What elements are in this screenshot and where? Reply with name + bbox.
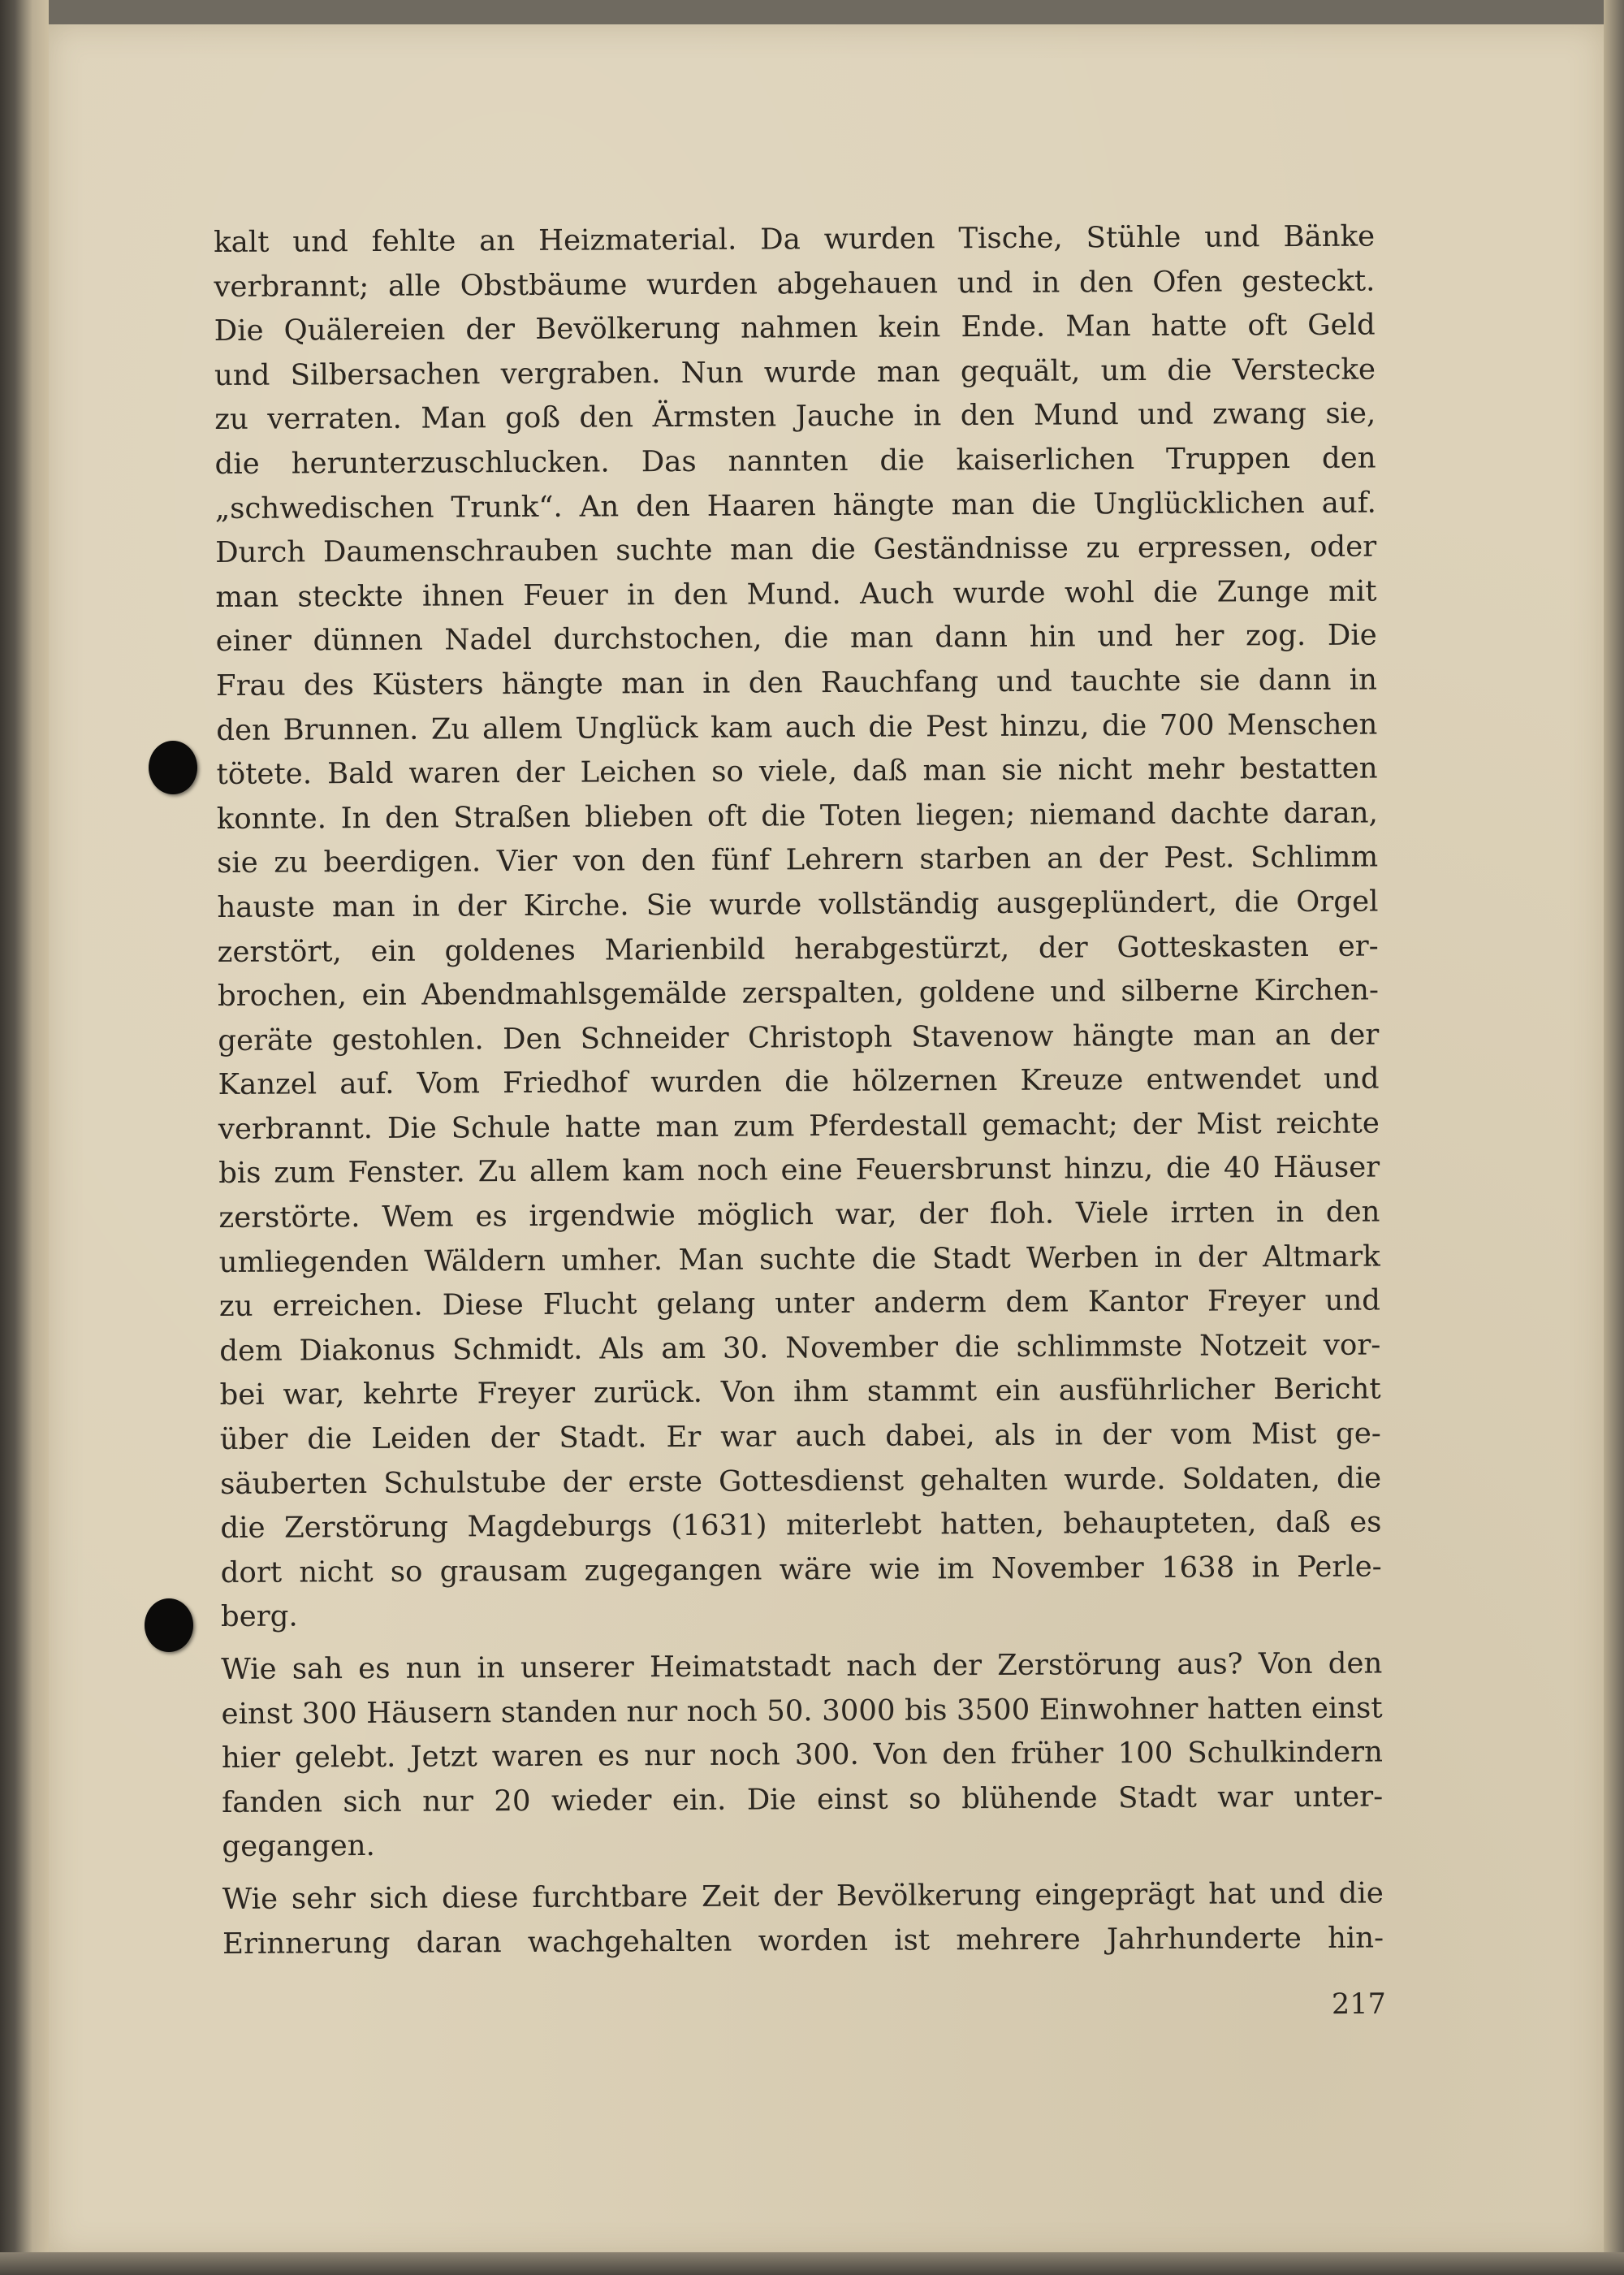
paragraph (222, 1871, 1384, 1966)
text-line: zu verraten. Man goß den Ärmsten Jauche in den Mund und zwang sie, (214, 396, 1376, 437)
text-line: kalt und fehlte an Heizmaterial. Da wurden Tische, Stühle und Bänke (214, 219, 1376, 259)
scan-bottom-edge (0, 2252, 1624, 2275)
text-line: Durch Daumenschrauben suchte man die Geständnisse zu erpressen, oder (215, 530, 1377, 570)
text-line: berg. (220, 1599, 298, 1634)
text-line: dem Diakonus Schmidt. Als am 30. November die schlimmste Notzeit vor- (219, 1328, 1381, 1368)
text-line: hauste man in der Kirche. Sie wurde vollständig ausgeplündert, die Orgel (217, 884, 1379, 924)
text-line: dort nicht so grausam zugegangen wäre wie im November 1638 in Perle- (220, 1550, 1382, 1589)
scan-right-edge (1604, 0, 1624, 2275)
text-line: einst 300 Häusern standen nur noch 50. 3000 bis 3500 Einwohner hatten einst (221, 1691, 1383, 1731)
text-line: brochen, ein Abendmahlsgemälde zerspalten, goldene und silberne Kirchen- (217, 973, 1380, 1014)
text-line: Wie sehr sich diese furchtbare Zeit der Bevölkerung eingeprägt hat und die (222, 1876, 1384, 1916)
text-line: bis zum Fenster. Zu allem kam noch eine Feuersbrunst hinzu, die 40 Häuser (218, 1150, 1380, 1191)
text-line: gegangen. (222, 1829, 375, 1864)
text-line: Erinnerung daran wachgehalten worden ist mehrere Jahrhunderte hin- (222, 1921, 1384, 1961)
text-line: die Zerstörung Magdeburgs (1631) miterlebt hatten, behaupteten, daß es (220, 1505, 1382, 1546)
body-text (214, 215, 1384, 1967)
text-line: Die Quälereien der Bevölkerung nahmen kein Ende. Man hatte oft Geld (214, 308, 1376, 348)
punch-hole (149, 741, 197, 794)
text-line: konnte. In den Straßen blieben oft die Toten liegen; niemand dachte daran, (216, 796, 1378, 836)
text-line: und Silbersachen vergraben. Nun wurde man gequält, um die Verstecke (214, 352, 1376, 392)
text-line: einer dünnen Nadel durchstochen, die man dann hin und her zog. Die (215, 618, 1377, 659)
text-line: hier gelebt. Jetzt waren es nur noch 300. Von den früher 100 Schulkindern (221, 1735, 1383, 1775)
punch-hole (145, 1598, 193, 1652)
scan-binding-edge (0, 0, 49, 2275)
text-line: fanden sich nur 20 wieder ein. Die einst so blühende Stadt war unter- (222, 1780, 1384, 1819)
paragraph (214, 215, 1382, 1640)
text-line: Wie sah es nun in unserer Heimatstadt nach der Zerstörung aus? Von den (221, 1646, 1383, 1686)
text-line: zu erreichen. Diese Flucht gelang unter anderm dem Kantor Freyer und (218, 1283, 1381, 1324)
text-line: verbrannt. Die Schule hatte man zum Pferdestall gemacht; der Mist reichte (218, 1106, 1380, 1146)
text-line: über die Leiden der Stadt. Er war auch dabei, als in der vom Mist ge- (219, 1416, 1381, 1457)
text-line: geräte gestohlen. Den Schneider Christoph Stavenow hängte man an der (218, 1018, 1380, 1057)
text-line: Kanzel auf. Vom Friedhof wurden die hölzernen Kreuze entwendet und (218, 1062, 1380, 1102)
text-line: tötete. Bald waren der Leichen so viele, daß man sie nicht mehr bestatten (216, 751, 1378, 792)
text-line: säuberten Schulstube der erste Gottesdienst gehalten wurde. Soldaten, die (220, 1461, 1382, 1501)
text-line: man steckte ihnen Feuer in den Mund. Auch wurde wohl die Zunge mit (215, 574, 1377, 614)
text-line: die herunterzuschlucken. Das nannten die kaiserlichen Truppen den (214, 441, 1376, 481)
text-line: bei war, kehrte Freyer zurück. Von ihm stammt ein ausführlicher Bericht (219, 1372, 1381, 1412)
text-line: sie zu beerdigen. Vier von den fünf Lehrern starben an der Pest. Schlimm (217, 840, 1379, 880)
paragraph (221, 1641, 1383, 1869)
text-line: zerstört, ein goldenes Marienbild herabgestürzt, der Gotteskasten er- (217, 929, 1379, 969)
text-line: zerstörte. Wem es irgendwie möglich war, der floh. Viele irrten in den (218, 1195, 1380, 1235)
text-line: umliegenden Wäldern umher. Man suchte die Stadt Werben in der Altmark (218, 1239, 1380, 1279)
text-line: den Brunnen. Zu allem Unglück kam auch die Pest hinzu, die 700 Menschen (216, 707, 1378, 747)
page-number: 217 (1331, 1987, 1386, 2022)
text-line: verbrannt; alle Obstbäume wurden abgehauen und in den Ofen gesteckt. (214, 264, 1376, 304)
text-line: „schwedischen Trunk“. An den Haaren hängte man die Unglücklichen auf. (214, 486, 1376, 525)
text-line: Frau des Küsters hängte man in den Rauchfang und tauchte sie dann in (215, 663, 1378, 703)
